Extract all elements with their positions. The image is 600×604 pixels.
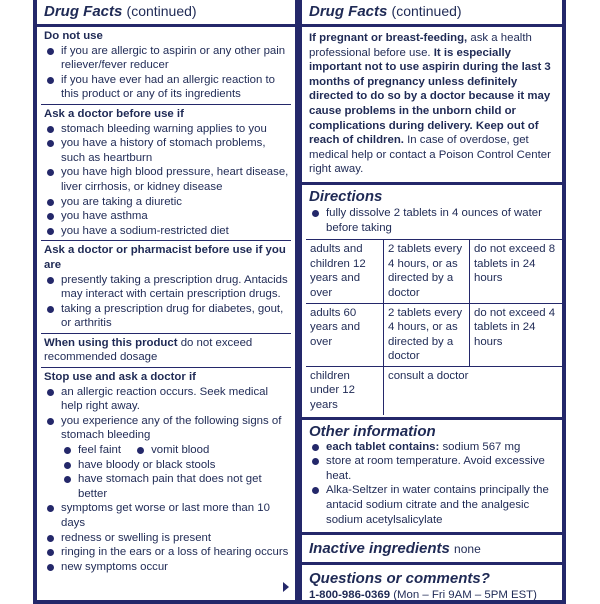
questions-contact (302, 587, 562, 604)
list-item: Alka-Seltzer in water contains principally the antacid sodium citrate and the analgesic sodium acetylsalicylate (309, 483, 556, 527)
facts-title: Drug Facts (309, 3, 388, 20)
pregnancy-warning: If pregnant or breast-feeding, ask a health professional before use. It is especially important not to use aspirin during the last 3 months of pregnancy unless definitely directed to do so by a doctor because it may cause problems in the unborn child or complications during delivery. Keep out of reach of children. In case of overdose, get medical help or contact a Poison Control Center right away. (309, 32, 551, 176)
section-heading: Stop use and ask a doctor if (44, 371, 196, 384)
list-item: symptoms get worse or last more than 10 days (44, 501, 289, 530)
right-facts-header (302, 0, 562, 24)
bullet-icon (312, 458, 319, 465)
bullet-icon (47, 389, 54, 396)
ask-pharmacist-section (37, 241, 295, 333)
list-item: stomach bleeding warning applies to you (44, 122, 289, 137)
table-row (306, 303, 563, 366)
bullet-icon (47, 418, 54, 425)
bullet-icon (137, 447, 144, 454)
list-item: ringing in the ears or a loss of hearing occurs (44, 545, 289, 560)
directions-intro (302, 206, 562, 237)
table-cell: adults 60 years and over (306, 303, 384, 366)
table-row (306, 240, 563, 303)
bullet-icon (47, 505, 54, 512)
stop-use-section (37, 368, 295, 576)
bullet-icon (47, 564, 54, 571)
bullet-icon (64, 462, 71, 469)
bullet-icon (47, 228, 54, 235)
inactive-ingredients-heading: Inactive ingredients (309, 540, 450, 558)
section-heading: Do not use (44, 30, 103, 42)
left-margin (0, 0, 28, 600)
directions-heading: Directions (309, 187, 383, 205)
list-item: each tablet contains: sodium 567 mg (309, 440, 556, 455)
bullet-icon (47, 140, 54, 147)
list-item: fully dissolve 2 tablets in 4 ounces of water before taking (309, 206, 556, 235)
table-cell: adults and children 12 years and over (306, 240, 384, 303)
section-heading: Ask a doctor or pharmacist before use if you are (44, 244, 286, 271)
bullet-icon (47, 549, 54, 556)
list-item: you have a history of stomach problems, such as heartburn (44, 136, 289, 165)
facts-title: Drug Facts (44, 3, 123, 20)
bullet-icon (47, 213, 54, 220)
list-item: you are taking a diuretic (44, 195, 289, 210)
section-heading: Ask a doctor before use if (44, 107, 184, 120)
list-item: redness or swelling is present (44, 531, 289, 546)
bullet-icon (64, 447, 71, 454)
list-item: an allergic reaction occurs. Seek medical help right away. (44, 385, 289, 414)
questions-heading: Questions or comments? (309, 570, 490, 588)
inactive-ingredients-section (302, 535, 562, 562)
phone-hours: (Mon – Fri 9AM – 5PM EST) (393, 589, 537, 602)
bullet-icon (47, 199, 54, 206)
bullet-icon (47, 277, 54, 284)
phone-number: 1-800-986-0369 (309, 589, 391, 602)
ask-doctor-section (37, 105, 295, 240)
table-cell: 2 tablets every 4 hours, or as directed by a doctor (384, 240, 470, 303)
directions-table (306, 239, 563, 415)
table-cell: do not exceed 4 tablets in 24 hours (470, 303, 564, 366)
table-cell: children under 12 years (306, 366, 384, 414)
questions-section (302, 565, 562, 604)
list-item: if you have ever had an allergic reaction to this product or any of its ingredients (44, 73, 289, 102)
bullet-icon (47, 48, 54, 55)
table-row (306, 366, 563, 414)
sub-list-item: vomit blood (121, 443, 209, 458)
other-information-heading: Other information (309, 422, 436, 440)
list-item: you experience any of the following signs of stomach bleeding (44, 414, 289, 443)
sub-item-row (44, 443, 289, 458)
bullet-icon (64, 476, 71, 483)
directions-section (302, 185, 562, 415)
bullet-icon (312, 487, 319, 494)
list-item: if you are allergic to aspirin or any other pain reliever/fever reducer (44, 44, 289, 73)
other-information-list (302, 440, 562, 533)
left-facts-panel (33, 0, 299, 604)
list-item: taking a prescription drug for diabetes, gout, or arthritis (44, 302, 289, 331)
bullet-icon (47, 306, 54, 313)
list-item: presently taking a prescription drug. Antacids may interact with certain prescription drugs. (44, 273, 289, 302)
section-heading: When using this product (44, 336, 178, 349)
when-using-text: do not exceed recommended dosage (44, 336, 253, 364)
other-information-section (302, 420, 562, 533)
when-using-section (37, 334, 295, 367)
inactive-ingredients-text: none (454, 542, 481, 557)
bullet-icon (312, 210, 319, 217)
table-cell: consult a doctor (384, 366, 564, 414)
list-item: new symptoms occur (44, 560, 289, 575)
bullet-icon (47, 126, 54, 133)
left-facts-header (37, 0, 295, 24)
right-facts-panel (299, 0, 566, 604)
table-cell: do not exceed 8 tablets in 24 hours (470, 240, 564, 303)
facts-continued: (continued) (126, 3, 197, 19)
bullet-icon (47, 169, 54, 176)
list-item: you have high blood pressure, heart disease, liver cirrhosis, or kidney disease (44, 165, 289, 194)
bullet-icon (47, 535, 54, 542)
facts-continued: (continued) (391, 3, 462, 19)
table-cell: 2 tablets every 4 hours, or as directed by a doctor (384, 303, 470, 366)
sub-list-item: feel faint (44, 443, 121, 458)
list-item: you have a sodium-restricted diet (44, 224, 289, 239)
continue-arrow-icon (283, 582, 289, 592)
bullet-icon (47, 77, 54, 84)
list-item: you have asthma (44, 209, 289, 224)
do-not-use-section (37, 27, 295, 104)
list-item: store at room temperature. Avoid excessive heat. (309, 454, 556, 483)
bullet-icon (312, 444, 319, 451)
sub-list-item: have bloody or black stools (44, 458, 289, 473)
sub-list-item: have stomach pain that does not get better (44, 472, 289, 501)
right-margin (560, 0, 600, 600)
